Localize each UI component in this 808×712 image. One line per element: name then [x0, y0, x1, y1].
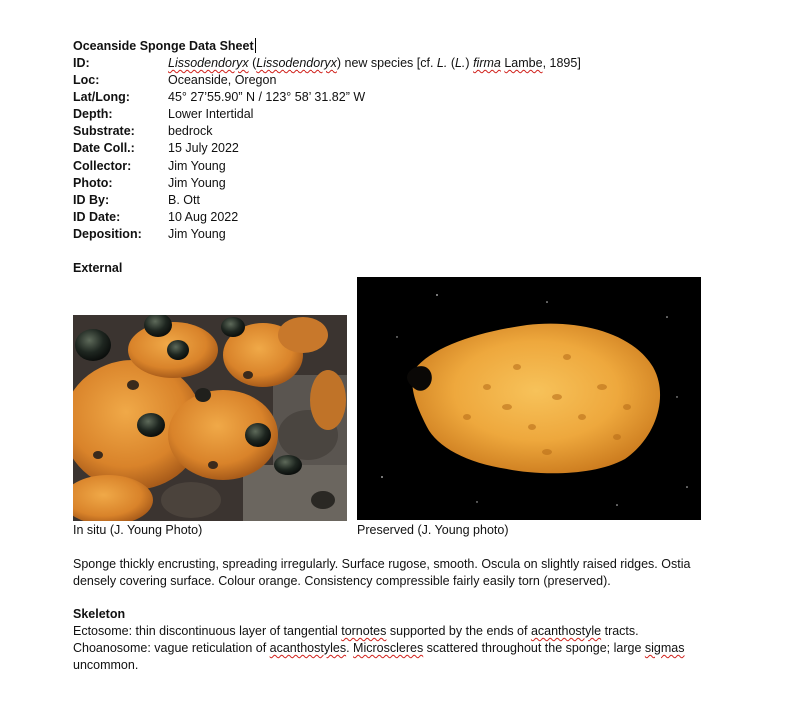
title-text: Oceanside Sponge Data Sheet: [73, 39, 254, 53]
text-run: 45° 27’55.90” N / 123° 58’ 31.82” W: [168, 90, 366, 105]
flagged-word: tornotes: [341, 624, 387, 638]
text-run: Jim Young: [168, 158, 226, 173]
preserved-caption: Preserved (J. Young photo): [357, 523, 509, 537]
document-title: [73, 38, 256, 55]
text-run: ) new species [cf.: [336, 56, 437, 70]
text-run: L.: [454, 56, 466, 70]
field-value: [168, 72, 276, 89]
flagged-word: acanthostyles: [269, 641, 347, 655]
field-label: Deposition:: [73, 226, 142, 241]
text-run: tracts.: [601, 624, 639, 638]
text-run: Jim Young: [168, 226, 226, 241]
in-situ-caption: In situ (J. Young Photo): [73, 523, 203, 537]
text-run: , 1895]: [542, 56, 581, 70]
field-label: Collector:: [73, 158, 132, 173]
field-value: [168, 209, 238, 226]
field-label: ID By:: [73, 192, 110, 207]
text-run: 15 July 2022: [168, 141, 239, 156]
skeleton-heading: Skeleton: [73, 607, 126, 621]
field-value: [168, 89, 365, 106]
field-value: [168, 192, 200, 209]
preserved-photo: [357, 277, 701, 520]
text-run: scattered throughout the sponge; large: [423, 641, 645, 655]
field-value: [168, 158, 226, 175]
text-run: .: [346, 641, 354, 655]
text-run: uncommon.: [73, 658, 139, 672]
text-run: Ectosome: thin discontinuous layer of tangential: [73, 624, 342, 638]
external-heading: External: [73, 261, 123, 275]
field-label: Photo:: [73, 175, 113, 190]
text-run: Jim Young: [168, 175, 226, 190]
field-label: Date Coll.:: [73, 141, 135, 156]
field-value: [168, 140, 239, 157]
flagged-word: firma: [473, 56, 501, 70]
field-value: [168, 106, 253, 123]
external-description: Sponge thickly encrusting, spreading irregularly. Surface rugose, smooth. Oscula on slightly raised ridges. Ostia densely covering surface. Colour orange. Consistency compressible fairly easily torn (preserved).: [73, 557, 691, 588]
skeleton-ectosome-line: [73, 623, 713, 640]
text-run: Oceanside, Oregon: [168, 73, 277, 88]
field-value: [168, 55, 581, 72]
field-label: Lat/Long:: [73, 90, 130, 105]
text-run: bedrock: [168, 124, 213, 139]
field-label: ID Date:: [73, 209, 121, 224]
skeleton-choanosome-line: [73, 640, 713, 674]
field-value: [168, 123, 212, 140]
flagged-word: sigmas: [644, 641, 685, 655]
flagged-word: Lissodendoryx: [168, 56, 249, 70]
field-value: [168, 226, 226, 243]
text-run: B. Ott: [168, 192, 200, 207]
text-run: supported by the ends of: [386, 624, 531, 638]
flagged-word: acanthostyle: [530, 624, 602, 638]
text-run: (: [447, 56, 455, 70]
text-run: 10 Aug 2022: [168, 209, 239, 224]
in-situ-photo: [73, 315, 347, 521]
text-run: Lower Intertidal: [168, 107, 254, 122]
flagged-word: Lissodendoryx: [256, 56, 337, 70]
text-run: ): [465, 56, 474, 70]
field-value: [168, 175, 226, 192]
flagged-word: Lambe: [504, 56, 543, 70]
field-label: Substrate:: [73, 124, 135, 139]
field-label: Loc:: [73, 73, 100, 88]
flagged-word: Microscleres: [353, 641, 424, 655]
text-run: L.: [436, 56, 448, 70]
field-label: Depth:: [73, 107, 113, 122]
text-run: (: [248, 56, 257, 70]
text-cursor: [255, 38, 256, 53]
field-label: ID:: [73, 56, 90, 70]
text-run: Choanosome: vague reticulation of: [73, 641, 270, 655]
